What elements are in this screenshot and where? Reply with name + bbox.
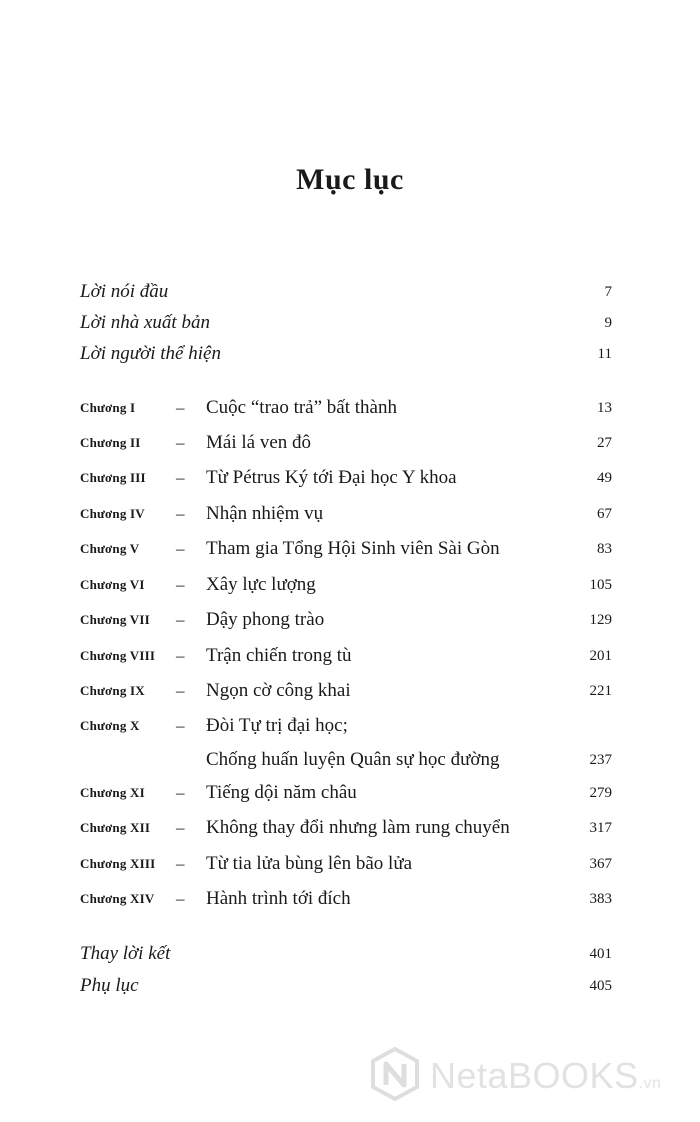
chapter-page: 237	[589, 752, 612, 768]
chapter-title: Mái lá ven đô	[206, 432, 312, 453]
chapter-title: Ngọn cờ công khai	[206, 680, 351, 701]
entry-title: Thay lời kết	[80, 943, 171, 964]
toc-entry-front-3[interactable]	[80, 341, 612, 367]
entry-page: 7	[604, 284, 612, 300]
chapter-page: 105	[589, 577, 612, 593]
chapter-page: 383	[589, 891, 612, 907]
chapter-label: Chương VIII	[80, 648, 156, 663]
separator-dash: –	[176, 783, 185, 802]
entry-title: Lời người thể hiện	[80, 343, 221, 364]
entry-title: Lời nói đầu	[80, 281, 169, 302]
toc-entry-front-2[interactable]	[80, 310, 612, 336]
chapter-label: Chương V	[80, 541, 140, 556]
chapter-page: 67	[597, 506, 612, 522]
chapter-title-line-2: Chống huấn luyện Quân sự học đường	[206, 749, 500, 770]
chapter-label: Chương I	[80, 400, 136, 415]
separator-dash: –	[176, 889, 185, 908]
entry-title: Lời nhà xuất bản	[80, 312, 210, 333]
chapter-title: Dậy phong trào	[206, 609, 325, 630]
separator-dash: –	[176, 433, 185, 452]
chapter-label: Chương X	[80, 718, 140, 733]
toc-entry-back-2[interactable]	[80, 973, 612, 999]
chapter-title: Xây lực lượng	[206, 574, 316, 595]
page-title: Mục lục	[296, 163, 404, 196]
entry-title: Phụ lục	[80, 975, 139, 996]
chapter-label: Chương XIV	[80, 891, 155, 906]
chapter-title: Từ Pétrus Ký tới Đại học Y khoa	[206, 467, 457, 488]
separator-dash: –	[176, 716, 185, 735]
entry-page: 401	[589, 946, 612, 962]
chapter-title: Tham gia Tổng Hội Sinh viên Sài Gòn	[206, 538, 500, 559]
chapter-title: Cuộc “trao trả” bất thành	[206, 397, 397, 418]
chapter-page: 13	[597, 400, 612, 416]
netabooks-logo-icon	[368, 1047, 422, 1101]
chapter-page: 201	[589, 648, 612, 664]
chapter-label: Chương XII	[80, 820, 151, 835]
chapter-title: Nhận nhiệm vụ	[206, 503, 324, 524]
separator-dash: –	[176, 610, 185, 629]
separator-dash: –	[176, 854, 185, 873]
separator-dash: –	[176, 575, 185, 594]
chapter-label: Chương XIII	[80, 856, 156, 871]
watermark	[368, 1047, 688, 1107]
separator-dash: –	[176, 818, 185, 837]
chapter-label: Chương IV	[80, 506, 145, 521]
chapter-page: 129	[589, 612, 612, 628]
chapter-page: 221	[589, 683, 612, 699]
toc-entry-front-1[interactable]	[80, 279, 612, 305]
watermark-suffix: .vn	[638, 1075, 662, 1092]
entry-page: 11	[597, 346, 612, 362]
separator-dash: –	[176, 646, 185, 665]
chapter-label: Chương VII	[80, 612, 150, 627]
separator-dash: –	[176, 504, 185, 523]
chapter-title: Hành trình tới đích	[206, 888, 351, 909]
chapter-title: Từ tia lửa bùng lên bão lửa	[206, 853, 413, 874]
chapter-label: Chương IX	[80, 683, 145, 698]
chapter-page: 27	[597, 435, 612, 451]
separator-dash: –	[176, 681, 185, 700]
separator-dash: –	[176, 398, 185, 417]
chapter-title: Tiếng dội năm châu	[206, 782, 357, 803]
toc-entry-back-1[interactable]	[80, 941, 612, 967]
chapter-page: 279	[589, 785, 612, 801]
separator-dash: –	[176, 539, 185, 558]
chapter-label: Chương III	[80, 470, 146, 485]
separator-dash: –	[176, 468, 185, 487]
chapter-label: Chương XI	[80, 785, 145, 800]
chapter-title: Trận chiến trong tù	[206, 645, 352, 666]
watermark-text	[430, 1055, 661, 1097]
chapter-title: Đòi Tự trị đại học;	[206, 715, 348, 736]
chapter-page: 83	[597, 541, 612, 557]
chapter-page: 317	[589, 820, 612, 836]
entry-page: 9	[604, 315, 612, 331]
chapter-page: 367	[589, 856, 612, 872]
entry-page: 405	[589, 978, 612, 994]
chapter-label: Chương II	[80, 435, 141, 450]
chapter-label: Chương VI	[80, 577, 145, 592]
chapter-title: Không thay đổi nhưng làm rung chuyển	[206, 817, 510, 838]
chapter-page: 49	[597, 470, 612, 486]
watermark-brand: NetaBOOKS	[430, 1055, 639, 1096]
